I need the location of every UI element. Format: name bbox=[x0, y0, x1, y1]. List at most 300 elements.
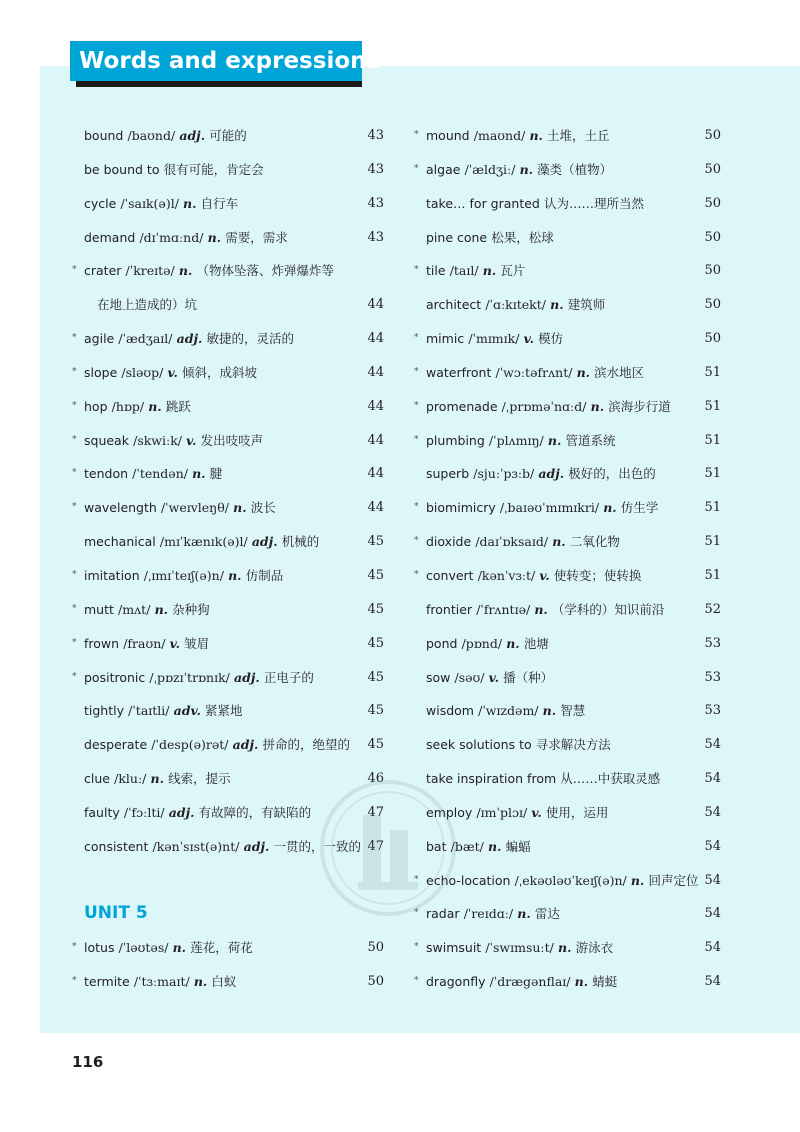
entry-phonetic: /ˈældʒiː/ bbox=[464, 161, 516, 177]
entry-phonetic: /ˈplʌmɪŋ/ bbox=[488, 432, 544, 448]
entry-page: 50 bbox=[704, 263, 721, 279]
entry-part-of-speech: n. bbox=[529, 128, 543, 143]
entry-page: 45 bbox=[367, 737, 384, 753]
entry-phonetic: /kənˈsɪst(ə)nt/ bbox=[152, 838, 240, 854]
asterisk-marker: * bbox=[414, 536, 419, 547]
entry-phonetic: /fraʊn/ bbox=[123, 635, 166, 651]
glossary-entry bbox=[414, 187, 724, 221]
entry-part-of-speech: n. bbox=[154, 601, 169, 617]
entry-phonetic: /mɪˈkænɪk(ə)l/ bbox=[159, 534, 248, 550]
entry-definition: 回声定位 bbox=[648, 872, 699, 888]
entry-text bbox=[426, 728, 611, 763]
entry-phonetic: /hɒp/ bbox=[111, 398, 145, 414]
entry-page: 51 bbox=[704, 534, 721, 550]
entry-part-of-speech: n. bbox=[552, 534, 566, 550]
entry-page: 46 bbox=[367, 771, 384, 787]
entry-text bbox=[84, 491, 276, 526]
entry-word: consistent bbox=[84, 838, 149, 854]
glossary-entry bbox=[72, 153, 384, 187]
entry-page: 54 bbox=[704, 804, 721, 820]
entry-text bbox=[426, 965, 617, 1000]
entry-page: 54 bbox=[704, 737, 721, 753]
entry-part-of-speech: v. bbox=[186, 432, 197, 448]
entry-definition: 跳跃 bbox=[165, 398, 191, 414]
entry-text bbox=[426, 661, 553, 696]
asterisk-marker: * bbox=[414, 333, 419, 344]
asterisk-marker: * bbox=[414, 366, 419, 377]
glossary-entry bbox=[414, 153, 724, 187]
entry-page: 43 bbox=[367, 161, 384, 177]
entry-page: 43 bbox=[367, 195, 384, 211]
entry-page: 44 bbox=[367, 398, 384, 414]
entry-phonetic: /ˈfɔːlti/ bbox=[123, 804, 165, 820]
entry-definition: 极好的，出色的 bbox=[568, 466, 656, 482]
entry-word: positronic bbox=[84, 669, 146, 685]
entry-page: 54 bbox=[704, 771, 721, 787]
entry-part-of-speech: n. bbox=[574, 974, 589, 990]
entry-part-of-speech: n. bbox=[482, 263, 497, 279]
entry-page: 50 bbox=[367, 940, 384, 955]
glossary-entry bbox=[72, 525, 384, 559]
entry-page: 50 bbox=[367, 973, 384, 989]
entry-part-of-speech: n. bbox=[183, 195, 197, 211]
asterisk-marker: * bbox=[414, 874, 419, 885]
entry-definition: 使用，运用 bbox=[545, 804, 609, 820]
entry-part-of-speech: n. bbox=[630, 872, 645, 888]
entry-text bbox=[426, 593, 664, 628]
entry-word: slope bbox=[84, 364, 118, 380]
entry-text bbox=[426, 424, 616, 459]
entry-phonetic: /baʊnd/ bbox=[127, 128, 176, 143]
entry-definition: 池塘 bbox=[523, 635, 549, 651]
entry-definition: 波长 bbox=[250, 500, 276, 516]
entry-phonetic: /ˈweɪvleŋθ/ bbox=[160, 500, 229, 516]
entry-word: promenade bbox=[426, 398, 498, 414]
glossary-entry bbox=[414, 897, 724, 931]
entry-phonetic: /mʌt/ bbox=[118, 601, 151, 617]
entry-part-of-speech: n. bbox=[506, 635, 520, 651]
entry-page: 45 bbox=[367, 534, 384, 550]
entry-definition: （学科的）知识前沿 bbox=[551, 601, 665, 617]
entry-definition: 紧紧地 bbox=[205, 703, 243, 719]
entry-word: demand bbox=[84, 229, 136, 245]
glossary-entry bbox=[414, 119, 724, 153]
glossary-entry bbox=[72, 931, 384, 965]
entry-definition: 滨水地区 bbox=[594, 364, 645, 380]
entry-phonetic: /ˈləʊtəs/ bbox=[118, 940, 169, 955]
glossary-entry bbox=[414, 593, 724, 627]
entry-phonetic: /dɪˈmɑːnd/ bbox=[139, 229, 204, 245]
entry-definition: 可能的 bbox=[209, 128, 247, 143]
entry-definition: 管道系统 bbox=[565, 432, 616, 448]
entry-word: waterfront bbox=[426, 364, 492, 380]
unit5-column bbox=[72, 931, 384, 999]
glossary-entry bbox=[72, 830, 384, 864]
entry-page: 44 bbox=[367, 297, 384, 313]
entry-text bbox=[426, 254, 525, 289]
glossary-entry bbox=[72, 762, 384, 796]
glossary-entry bbox=[414, 221, 724, 255]
asterisk-marker: * bbox=[414, 502, 419, 513]
entry-definition: 皱眉 bbox=[184, 635, 210, 651]
glossary-entry bbox=[414, 424, 724, 458]
glossary-entry bbox=[414, 830, 724, 864]
entry-page: 44 bbox=[367, 466, 384, 482]
glossary-entry bbox=[72, 593, 384, 627]
asterisk-marker: * bbox=[72, 468, 77, 479]
entry-page: 50 bbox=[704, 195, 721, 211]
entry-word: mound bbox=[426, 128, 470, 143]
entry-text bbox=[84, 390, 191, 425]
entry-phonetic: /ˈkreɪtə/ bbox=[125, 263, 175, 279]
entry-definition: 有故障的，有缺陷的 bbox=[198, 804, 312, 820]
asterisk-marker: * bbox=[414, 400, 419, 411]
entry-text bbox=[426, 694, 585, 729]
entry-text bbox=[84, 593, 210, 628]
left-column bbox=[72, 119, 384, 864]
glossary-entry bbox=[414, 491, 724, 525]
entry-definition: 需要，需求 bbox=[225, 229, 288, 245]
entry-word: frontier bbox=[426, 601, 473, 617]
glossary-entry bbox=[72, 796, 384, 830]
entry-word: architect bbox=[426, 297, 482, 313]
entry-text bbox=[426, 119, 610, 154]
entry-phonetic: /ˈmɪmɪk/ bbox=[468, 331, 520, 347]
section-header: Words and expressions bbox=[70, 41, 362, 81]
entry-part-of-speech: v. bbox=[531, 804, 542, 820]
entry-text bbox=[97, 288, 197, 323]
glossary-entry bbox=[414, 728, 724, 762]
asterisk-marker: * bbox=[414, 908, 419, 919]
entry-text bbox=[426, 931, 613, 966]
glossary-entry bbox=[72, 627, 384, 661]
entry-phonetic: /ˈreɪdɑː/ bbox=[463, 906, 514, 922]
entry-text bbox=[426, 864, 699, 899]
glossary-entry bbox=[72, 187, 384, 221]
entry-phonetic: /bæt/ bbox=[450, 838, 484, 854]
entry-phonetic: /ˈswɪmsuːt/ bbox=[485, 940, 554, 956]
entry-phonetic: /sjuːˈpɜːb/ bbox=[473, 466, 535, 482]
entry-definition: 蝙蝠 bbox=[505, 838, 531, 854]
entry-definition: 拼命的，绝望的 bbox=[262, 737, 351, 753]
entry-definition: 二氧化物 bbox=[569, 534, 620, 550]
entry-text bbox=[426, 288, 605, 323]
entry-definition: 游泳衣 bbox=[575, 940, 614, 956]
entry-definition: 线索，提示 bbox=[168, 771, 231, 787]
glossary-entry bbox=[414, 627, 724, 661]
entry-part-of-speech: n. bbox=[547, 432, 562, 448]
entry-page: 54 bbox=[704, 906, 721, 922]
entry-text bbox=[84, 559, 283, 594]
glossary-entry bbox=[414, 322, 724, 356]
asterisk-marker: * bbox=[72, 333, 77, 344]
glossary-entry bbox=[72, 491, 384, 525]
entry-page: 50 bbox=[704, 297, 721, 313]
page-number: 116 bbox=[72, 1053, 104, 1071]
entry-text bbox=[84, 254, 334, 289]
entry-definition: 蜻蜓 bbox=[592, 974, 618, 990]
right-column bbox=[414, 119, 724, 999]
entry-part-of-speech: adj. bbox=[243, 838, 270, 854]
entry-word: algae bbox=[426, 161, 461, 177]
entry-page: 51 bbox=[704, 567, 721, 583]
entry-word: mutt bbox=[84, 601, 114, 617]
entry-phonetic: /kənˈvɜːt/ bbox=[477, 567, 536, 583]
entry-phonetic: /ˈtaɪtli/ bbox=[128, 703, 170, 719]
entry-phonetic: /daɪˈɒksaɪd/ bbox=[475, 534, 549, 550]
entry-text bbox=[426, 221, 554, 256]
entry-page: 54 bbox=[704, 974, 721, 990]
entry-phonetic: /ˌbaɪəʊˈmɪmɪkri/ bbox=[499, 500, 600, 516]
entry-word: bat bbox=[426, 838, 447, 854]
glossary-entry bbox=[72, 119, 384, 153]
entry-page: 44 bbox=[367, 432, 384, 448]
entry-page: 50 bbox=[704, 331, 721, 347]
entry-definition: 倾斜，成斜坡 bbox=[182, 364, 258, 380]
entry-part-of-speech: adj. bbox=[234, 669, 260, 685]
glossary-entry bbox=[72, 221, 384, 255]
entry-definition: 从……中获取灵感 bbox=[560, 771, 661, 787]
entry-text bbox=[84, 525, 319, 560]
asterisk-marker: * bbox=[414, 163, 419, 174]
entry-text bbox=[84, 931, 253, 966]
entry-definition: 瓦片 bbox=[500, 263, 526, 279]
entry-phonetic: /ˌɪmɪˈteɪʃ(ə)n/ bbox=[143, 567, 224, 583]
entry-page: 43 bbox=[367, 128, 384, 143]
entry-page: 54 bbox=[704, 940, 721, 956]
entry-phonetic: /sləʊp/ bbox=[121, 364, 164, 380]
entry-word: agile bbox=[84, 331, 115, 347]
entry-phonetic: /ˈfrʌntɪə/ bbox=[476, 601, 531, 617]
entry-phonetic: /skwiːk/ bbox=[133, 432, 183, 448]
entry-definition: 仿制品 bbox=[245, 567, 284, 583]
glossary-entry bbox=[72, 322, 384, 356]
entry-page: 51 bbox=[704, 432, 721, 448]
entry-part-of-speech: n. bbox=[233, 500, 247, 516]
entry-word: pine cone bbox=[426, 229, 488, 245]
entry-word: termite bbox=[84, 973, 130, 989]
entry-text bbox=[426, 830, 531, 865]
entry-part-of-speech: n. bbox=[148, 398, 162, 414]
entry-text bbox=[426, 627, 549, 662]
entry-phonetic: /ˌpɒzɪˈtrɒnɪk/ bbox=[149, 669, 230, 685]
entry-word: radar bbox=[426, 906, 460, 922]
asterisk-marker: * bbox=[414, 434, 419, 445]
entry-page: 50 bbox=[704, 128, 721, 143]
entry-definition: （物体坠落、炸弹爆炸等 bbox=[196, 263, 335, 279]
entry-part-of-speech: n. bbox=[590, 398, 605, 414]
entry-part-of-speech: n. bbox=[550, 297, 564, 313]
entry-part-of-speech: adj. bbox=[232, 737, 259, 753]
entry-part-of-speech: adj. bbox=[179, 128, 206, 143]
entry-phonetic: /ˈwɪzdəm/ bbox=[478, 703, 539, 719]
entry-page: 44 bbox=[367, 500, 384, 516]
entry-page: 54 bbox=[704, 872, 721, 888]
entry-part-of-speech: v. bbox=[523, 331, 534, 347]
entry-text bbox=[426, 762, 660, 797]
asterisk-marker: * bbox=[72, 975, 77, 986]
entry-word: wisdom bbox=[426, 703, 474, 719]
entry-word: sow bbox=[426, 669, 451, 685]
entry-text bbox=[84, 187, 238, 222]
glossary-entry bbox=[414, 356, 724, 390]
entry-part-of-speech: v. bbox=[169, 635, 180, 651]
entry-word: swimsuit bbox=[426, 940, 482, 956]
entry-word: dioxide bbox=[426, 534, 472, 550]
entry-page: 53 bbox=[704, 669, 721, 685]
asterisk-marker: * bbox=[72, 400, 77, 411]
entry-phonetic: /ˈsaɪk(ə)l/ bbox=[120, 195, 179, 211]
entry-text bbox=[426, 390, 671, 425]
entry-text bbox=[426, 153, 612, 188]
glossary-entry bbox=[414, 390, 724, 424]
glossary-entry bbox=[414, 661, 724, 695]
asterisk-marker: * bbox=[414, 942, 419, 953]
entry-word: seek solutions to bbox=[426, 737, 532, 753]
entry-word: hop bbox=[84, 398, 108, 414]
asterisk-marker: * bbox=[72, 942, 77, 952]
entry-definition: 在地上造成的）坑 bbox=[97, 297, 198, 313]
entry-word: bound bbox=[84, 128, 124, 143]
entry-phonetic: /səʊ/ bbox=[454, 669, 485, 685]
entry-definition: 杂种狗 bbox=[172, 601, 210, 617]
entry-text bbox=[84, 965, 236, 1000]
entry-part-of-speech: adj. bbox=[176, 331, 203, 347]
entry-text bbox=[84, 119, 247, 154]
asterisk-marker: * bbox=[72, 502, 77, 513]
entry-part-of-speech: n. bbox=[228, 567, 242, 583]
glossary-entry bbox=[72, 965, 384, 999]
entry-part-of-speech: n. bbox=[576, 364, 591, 380]
entry-text bbox=[84, 424, 263, 459]
glossary-entry bbox=[414, 864, 724, 898]
entry-part-of-speech: n. bbox=[192, 466, 206, 482]
entry-text bbox=[84, 153, 264, 188]
entry-page: 45 bbox=[367, 601, 384, 617]
entry-definition: 机械的 bbox=[281, 534, 320, 550]
entry-definition: 播（种） bbox=[503, 669, 554, 685]
entry-text bbox=[84, 661, 314, 696]
entry-page: 51 bbox=[704, 500, 721, 516]
entry-definition: 正电子的 bbox=[263, 669, 314, 685]
entry-word: employ bbox=[426, 804, 473, 820]
entry-definition: 很有可能，肯定会 bbox=[163, 161, 264, 177]
entry-definition: 自行车 bbox=[200, 195, 239, 211]
entry-text bbox=[426, 796, 608, 831]
entry-text bbox=[84, 627, 209, 662]
entry-word: clue bbox=[84, 771, 110, 787]
unit-heading: UNIT 5 bbox=[84, 903, 148, 923]
entry-phonetic: /ˈtɜːmaɪt/ bbox=[133, 973, 190, 989]
entry-definition: 土堆，土丘 bbox=[547, 128, 610, 143]
entry-page: 45 bbox=[367, 567, 384, 583]
entry-text bbox=[84, 694, 243, 729]
glossary-entry bbox=[414, 288, 724, 322]
entry-word: crater bbox=[84, 263, 122, 279]
entry-text bbox=[426, 356, 644, 391]
glossary-entry bbox=[72, 694, 384, 728]
glossary-entry bbox=[414, 796, 724, 830]
entry-part-of-speech: n. bbox=[603, 500, 617, 516]
glossary-entry bbox=[72, 356, 384, 390]
entry-definition: 认为……理所当然 bbox=[544, 195, 645, 211]
entry-part-of-speech: adv. bbox=[173, 703, 201, 719]
entry-text bbox=[84, 356, 257, 391]
entry-part-of-speech: adj. bbox=[251, 534, 278, 550]
entry-word: tile bbox=[426, 263, 446, 279]
entry-phonetic: /ˌprɒməˈnɑːd/ bbox=[501, 398, 587, 414]
entry-text bbox=[84, 796, 311, 831]
entry-word: superb bbox=[426, 466, 470, 482]
entry-word: tendon bbox=[84, 466, 129, 482]
entry-definition: 寻求解决方法 bbox=[535, 737, 611, 753]
entry-part-of-speech: n. bbox=[172, 940, 187, 955]
entry-phonetic: /ˈdrægənflaɪ/ bbox=[489, 974, 571, 990]
entry-page: 44 bbox=[367, 364, 384, 380]
entry-text bbox=[426, 187, 644, 222]
entry-page: 50 bbox=[704, 161, 721, 177]
entry-page: 45 bbox=[367, 703, 384, 719]
entry-part-of-speech: n. bbox=[519, 161, 534, 177]
entry-phonetic: /kluː/ bbox=[114, 771, 147, 787]
entry-text bbox=[84, 457, 222, 492]
entry-part-of-speech: n. bbox=[517, 906, 531, 922]
entry-part-of-speech: n. bbox=[558, 940, 572, 956]
glossary-entry bbox=[414, 254, 724, 288]
entry-text bbox=[426, 457, 656, 492]
entry-text bbox=[84, 728, 350, 763]
entry-word: faulty bbox=[84, 804, 120, 820]
entry-word: mimic bbox=[426, 331, 465, 347]
entry-phonetic: /pɒnd/ bbox=[461, 635, 503, 651]
entry-page: 53 bbox=[704, 703, 721, 719]
entry-definition: 腱 bbox=[209, 466, 223, 482]
entry-word: take… for granted bbox=[426, 195, 540, 211]
entry-text bbox=[84, 322, 294, 357]
entry-word: cycle bbox=[84, 195, 117, 211]
entry-definition: 使转变；使转换 bbox=[553, 567, 642, 583]
asterisk-marker: * bbox=[72, 434, 77, 445]
entry-word: imitation bbox=[84, 567, 140, 583]
entry-word: desperate bbox=[84, 737, 148, 753]
entry-page: 47 bbox=[367, 804, 384, 820]
entry-text bbox=[84, 830, 361, 865]
glossary-entry bbox=[414, 762, 724, 796]
entry-definition: 一贯的，一致的 bbox=[273, 838, 361, 854]
entry-word: pond bbox=[426, 635, 458, 651]
entry-phonetic: /ɪmˈplɔɪ/ bbox=[476, 804, 528, 820]
entry-phonetic: /maʊnd/ bbox=[473, 128, 526, 143]
entry-page: 51 bbox=[704, 364, 721, 380]
entry-phonetic: /ˈædʒaɪl/ bbox=[118, 331, 173, 347]
entry-definition: 滨海步行道 bbox=[608, 398, 671, 414]
entry-word: take inspiration from bbox=[426, 771, 557, 787]
glossary-entry bbox=[72, 288, 384, 322]
entry-word: squeak bbox=[84, 432, 129, 448]
entry-text bbox=[426, 322, 563, 357]
entry-part-of-speech: n. bbox=[534, 601, 548, 617]
entry-definition: 松果，松球 bbox=[491, 229, 554, 245]
entry-text bbox=[84, 762, 231, 797]
entry-phonetic: /ˈdesp(ə)rət/ bbox=[151, 737, 229, 753]
entry-word: biomimicry bbox=[426, 500, 496, 516]
entry-definition: 发出吱吱声 bbox=[200, 432, 264, 448]
asterisk-marker: * bbox=[72, 569, 77, 580]
entry-page: 47 bbox=[367, 838, 384, 854]
entry-page: 45 bbox=[367, 635, 384, 651]
entry-part-of-speech: v. bbox=[539, 567, 550, 583]
entry-part-of-speech: v. bbox=[167, 364, 178, 380]
